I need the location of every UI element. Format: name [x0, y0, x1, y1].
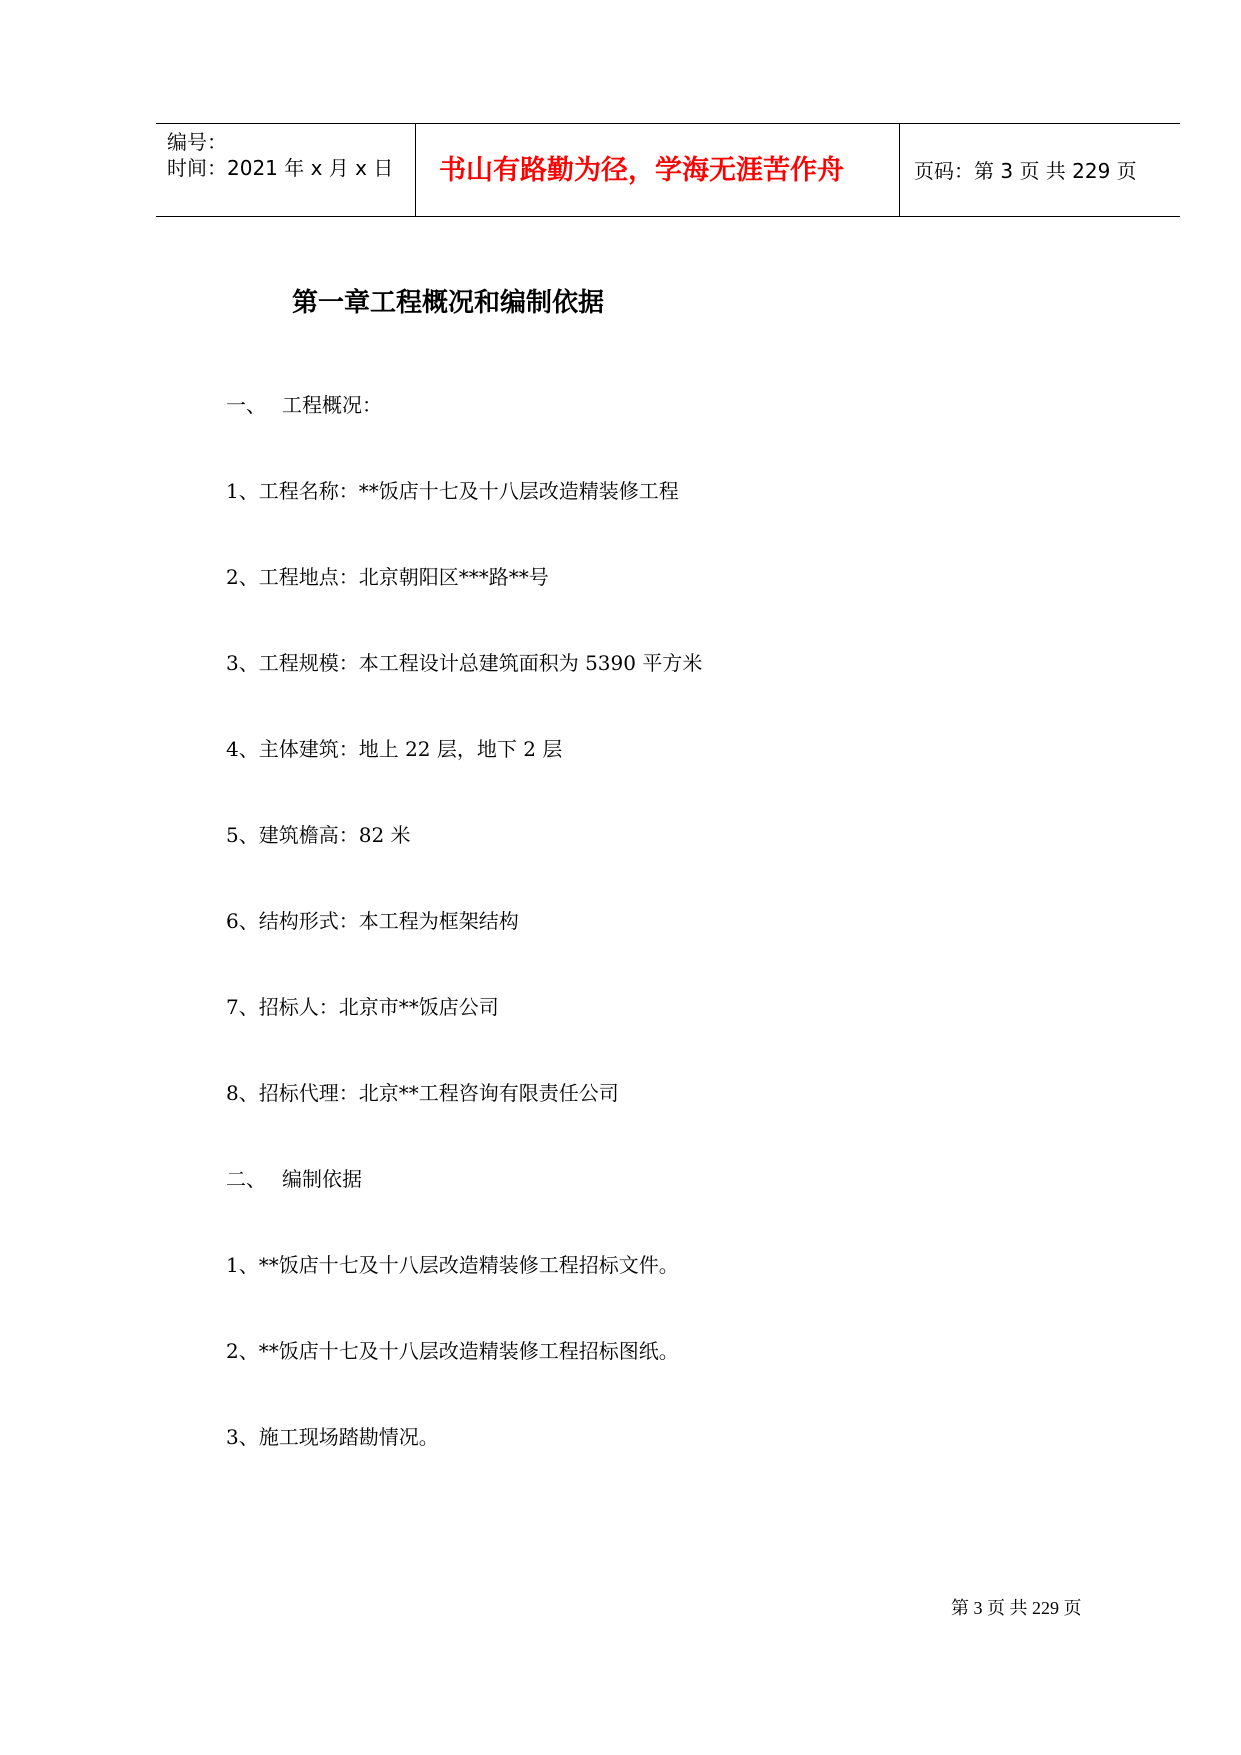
page-header	[156, 123, 1180, 217]
document-number-label: 编号：	[167, 130, 227, 154]
header-motto: 书山有路勤为径，学海无涯苦作舟	[439, 155, 844, 186]
basis-item: 2、**饭店十七及十八层改造精装修工程招标图纸。	[226, 1339, 679, 1363]
header-divider	[415, 124, 416, 216]
overview-item: 6、结构形式：本工程为框架结构	[226, 909, 519, 933]
overview-item: 4、主体建筑：地上 22 层，地下 2 层	[226, 737, 563, 761]
overview-item: 3、工程规模：本工程设计总建筑面积为 5390 平方米	[226, 651, 703, 675]
header-page-info: 页码：第 3 页 共 229 页	[914, 159, 1137, 183]
overview-item: 7、招标人：北京市**饭店公司	[226, 995, 499, 1019]
basis-item: 3、施工现场踏勘情况。	[226, 1425, 439, 1449]
overview-item: 1、工程名称：**饭店十七及十八层改造精装修工程	[226, 479, 679, 503]
section-heading-overview	[226, 392, 382, 418]
section-number: 一、	[226, 393, 266, 417]
overview-item: 2、工程地点：北京朝阳区***路**号	[226, 565, 549, 589]
basis-item: 1、**饭店十七及十八层改造精装修工程招标文件。	[226, 1253, 679, 1277]
section-number: 二、	[226, 1167, 266, 1191]
section-title: 编制依据	[282, 1167, 362, 1191]
header-divider	[899, 124, 900, 216]
section-title: 工程概况：	[282, 393, 382, 417]
overview-item: 8、招标代理：北京**工程咨询有限责任公司	[226, 1081, 619, 1105]
document-date-label: 时间：2021 年 x 月 x 日	[167, 156, 394, 180]
page-footer: 第 3 页 共 229 页	[951, 1598, 1082, 1618]
chapter-title: 第一章工程概况和编制依据	[292, 288, 605, 318]
overview-item: 5、建筑檐高：82 米	[226, 823, 411, 847]
section-heading-basis	[226, 1166, 362, 1192]
